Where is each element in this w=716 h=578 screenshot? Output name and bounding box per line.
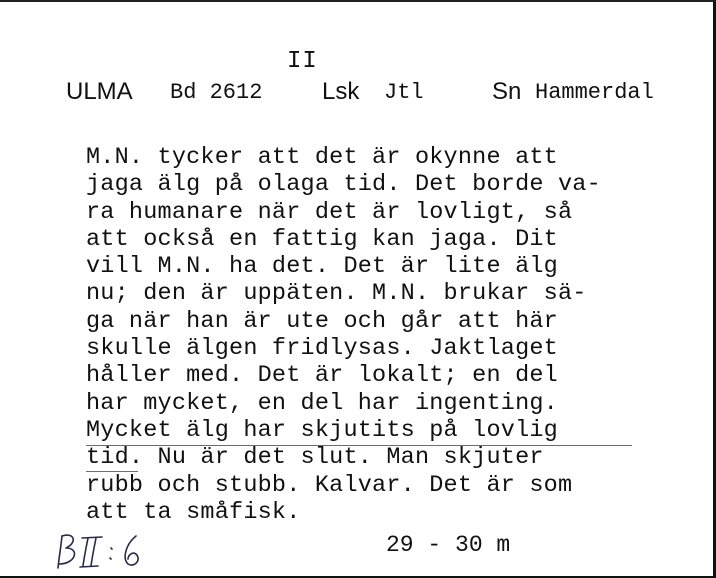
text-line: ga när han är ute och går att här bbox=[86, 307, 558, 335]
text-line: nu; den är uppäten. M.N. brukar sä- bbox=[86, 280, 587, 308]
text-line: håller med. Det är lokalt; en del bbox=[86, 362, 558, 390]
red-underline-line-2 bbox=[86, 471, 138, 472]
text-line: har mycket, en del har ingenting. bbox=[86, 389, 558, 417]
text-line: rubb och stubb. Kalvar. Det är som bbox=[86, 471, 573, 499]
series-number: II bbox=[287, 48, 318, 75]
page-reference: 29 - 30 m bbox=[386, 532, 511, 558]
text-line: jaga älg på olaga tid. Det borde va- bbox=[86, 171, 601, 199]
record-text bbox=[86, 144, 686, 526]
text-line: tid. Nu är det slut. Man skjuter bbox=[86, 444, 544, 472]
text-line: att ta småfisk. bbox=[86, 498, 301, 526]
socken-label: Sn bbox=[492, 78, 522, 105]
text-line: Mycket älg har skjutits på lovlig bbox=[86, 416, 558, 444]
card-header bbox=[0, 78, 716, 108]
landskap-label: Lsk bbox=[322, 78, 360, 105]
text-line: att också en fattig kan jaga. Dit bbox=[86, 225, 558, 253]
red-underline-line-1 bbox=[86, 445, 632, 446]
archive-label: ULMA bbox=[66, 78, 133, 105]
landskap-value: Jtl bbox=[384, 80, 424, 105]
volume-number: Bd 2612 bbox=[170, 80, 263, 105]
handwritten-signature bbox=[56, 526, 166, 572]
socken-value: Hammerdal bbox=[535, 80, 654, 105]
text-line: M.N. tycker att det är okynne att bbox=[86, 144, 558, 171]
text-line: ra humanare när det är lovligt, så bbox=[86, 198, 573, 226]
text-line: vill M.N. ha det. Det är lite älg bbox=[86, 253, 558, 281]
text-line: skulle älgen fridlysas. Jaktlaget bbox=[86, 335, 558, 363]
